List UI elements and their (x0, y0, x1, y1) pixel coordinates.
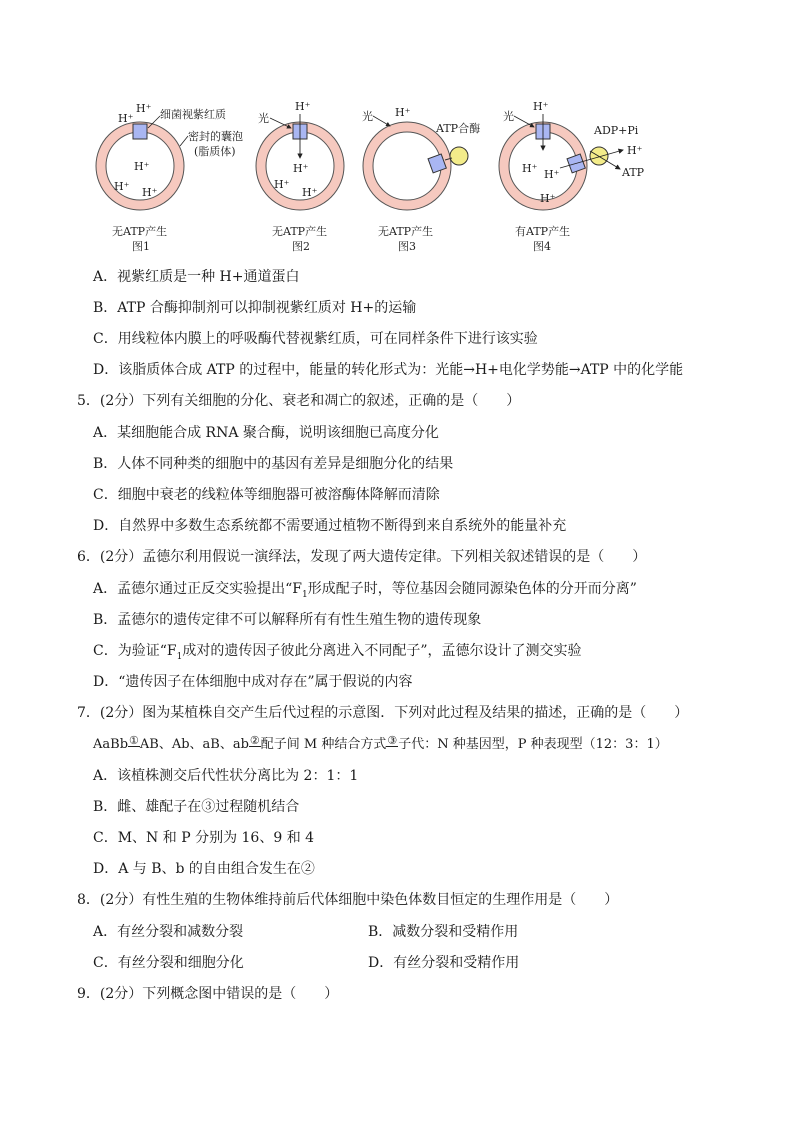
q6-option-a: A．孟德尔通过正反交实验提出“$F_1$形成配子时，等位基因会随同源染色体的分开而分离” (93, 581, 637, 600)
q6-option-b: B．孟德尔的遗传定律不可以解释所有有性生殖生物的遗传现象 (93, 612, 482, 628)
h-label: H⁺ (544, 168, 560, 181)
figure-caption: 图3 (398, 240, 416, 253)
light-label: 光 (362, 110, 373, 123)
q7-option-b: B．雌、雄配子在③过程随机结合 (93, 799, 300, 815)
q6-stem: 6．(2分）孟德尔利用假说一演绎法，发现了两大遗传定律。下列相关叙述错误的是（ ） (77, 549, 647, 565)
h-label: H⁺ (136, 102, 152, 115)
figure-caption: 图2 (292, 240, 310, 253)
q7-process: AaBb①AB、Ab、aB、ab②配子间 M 种结合方式③子代：N 种基因型，P 种表现型（12：3：1） (93, 734, 668, 752)
q5-option-d: D．自然界中多数生态系统都不需要通过植物不断得到来自系统外的能量补充 (93, 518, 567, 534)
h-label: H⁺ (293, 162, 309, 175)
vesicle-label: (脂质体) (194, 145, 236, 158)
vesicle-figures (90, 96, 710, 256)
vesicle-label: 密封的囊泡 (188, 130, 243, 143)
q5-option-a: A．某细胞能合成 RNA 聚合酶，说明该细胞已高度分化 (93, 425, 439, 441)
h-label: H⁺ (114, 180, 130, 193)
q8-option-c: C．有丝分裂和细胞分化 (93, 955, 244, 971)
h-label: H⁺ (627, 144, 643, 157)
figure-3 (362, 106, 480, 253)
h-label: H⁺ (295, 100, 311, 113)
q4-option-c: C．用线粒体内膜上的呼吸酶代替视紫红质，可在同样条件下进行该实验 (93, 331, 538, 347)
atp-synthase-head (450, 147, 468, 165)
q7-option-d: D．A 与 B、b 的自由组合发生在② (93, 861, 315, 877)
h-label: H⁺ (274, 178, 290, 191)
h-label: H⁺ (522, 162, 538, 175)
bacteriorhodopsin-protein (133, 124, 147, 139)
q6-option-d: D．“遗传因子在体细胞中成对存在”属于假说的内容 (93, 674, 413, 690)
h-label: H⁺ (118, 112, 134, 125)
q8-option-b: B．减数分裂和受精作用 (368, 924, 519, 940)
q8-stem: 8．(2分）有性生殖的生物体维持前后代体细胞中染色体数目恒定的生理作用是（ ） (77, 892, 619, 908)
h-label: H⁺ (395, 106, 411, 119)
figure-result: 无ATP产生 (378, 225, 434, 238)
step-1-arrow: ① (129, 734, 139, 747)
q8-option-a: A．有丝分裂和减数分裂 (93, 924, 244, 940)
figure-caption: 图1 (132, 240, 150, 253)
h-label: H⁺ (533, 100, 549, 113)
figure-4 (499, 100, 645, 253)
step-2-arrow: ② (249, 734, 260, 747)
q4-option-d: D．该脂质体合成 ATP 的过程中，能量的转化形式为：光能→H+电化学势能→ATP 中的化学能 (93, 362, 684, 378)
figure-2 (256, 100, 344, 253)
figure-1 (96, 102, 243, 253)
figure-result: 无ATP产生 (272, 225, 328, 238)
q5-option-c: C．细胞中衰老的线粒体等细胞器可被溶酶体降解而清除 (93, 487, 440, 503)
h-label: H⁺ (540, 192, 556, 205)
h-label: H⁺ (302, 186, 318, 199)
q6-option-c: C．为验证“$F_1$成对的遗传因子彼此分离进入不同配子”，孟德尔设计了测交实验 (93, 643, 582, 662)
h-label: H⁺ (134, 160, 150, 173)
step-3-arrow: ③ (387, 734, 398, 747)
light-label: 光 (258, 112, 269, 125)
q4-option-a: A．视紫红质是一种 H+通道蛋白 (93, 269, 300, 285)
q5-stem: 5．(2分）下列有关细胞的分化、衰老和凋亡的叙述，正确的是（ ） (77, 393, 521, 409)
figure-result: 有ATP产生 (515, 225, 571, 238)
bacteriorhodopsin-label: 细菌视紫红质 (160, 108, 226, 121)
adp-pi-label: ADP+Pi (594, 124, 639, 137)
figure-caption: 图4 (533, 240, 551, 253)
q4-option-b: B．ATP 合酶抑制剂可以抑制视紫红质对 H+的运输 (93, 300, 417, 316)
figure-result: 无ATP产生 (112, 225, 168, 238)
q7-stem: 7．(2分）图为某植株自交产生后代过程的示意图．下列对此过程及结果的描述，正确的是（ ） (77, 705, 689, 721)
q7-option-a: A．该植株测交后代性状分离比为 2：1：1 (93, 768, 359, 784)
q7-option-c: C．M、N 和 P 分别为 16、9 和 4 (93, 830, 315, 846)
light-label: 光 (503, 110, 514, 123)
q9-stem: 9．(2分）下列概念图中错误的是（ ） (77, 986, 339, 1002)
atp-label: ATP (622, 166, 645, 179)
h-label: H⁺ (142, 186, 158, 199)
q5-option-b: B．人体不同种类的细胞中的基因有差异是细胞分化的结果 (93, 456, 454, 472)
atp-synthase-label: ATP合酶 (436, 122, 481, 135)
q8-option-d: D．有丝分裂和受精作用 (368, 955, 520, 971)
